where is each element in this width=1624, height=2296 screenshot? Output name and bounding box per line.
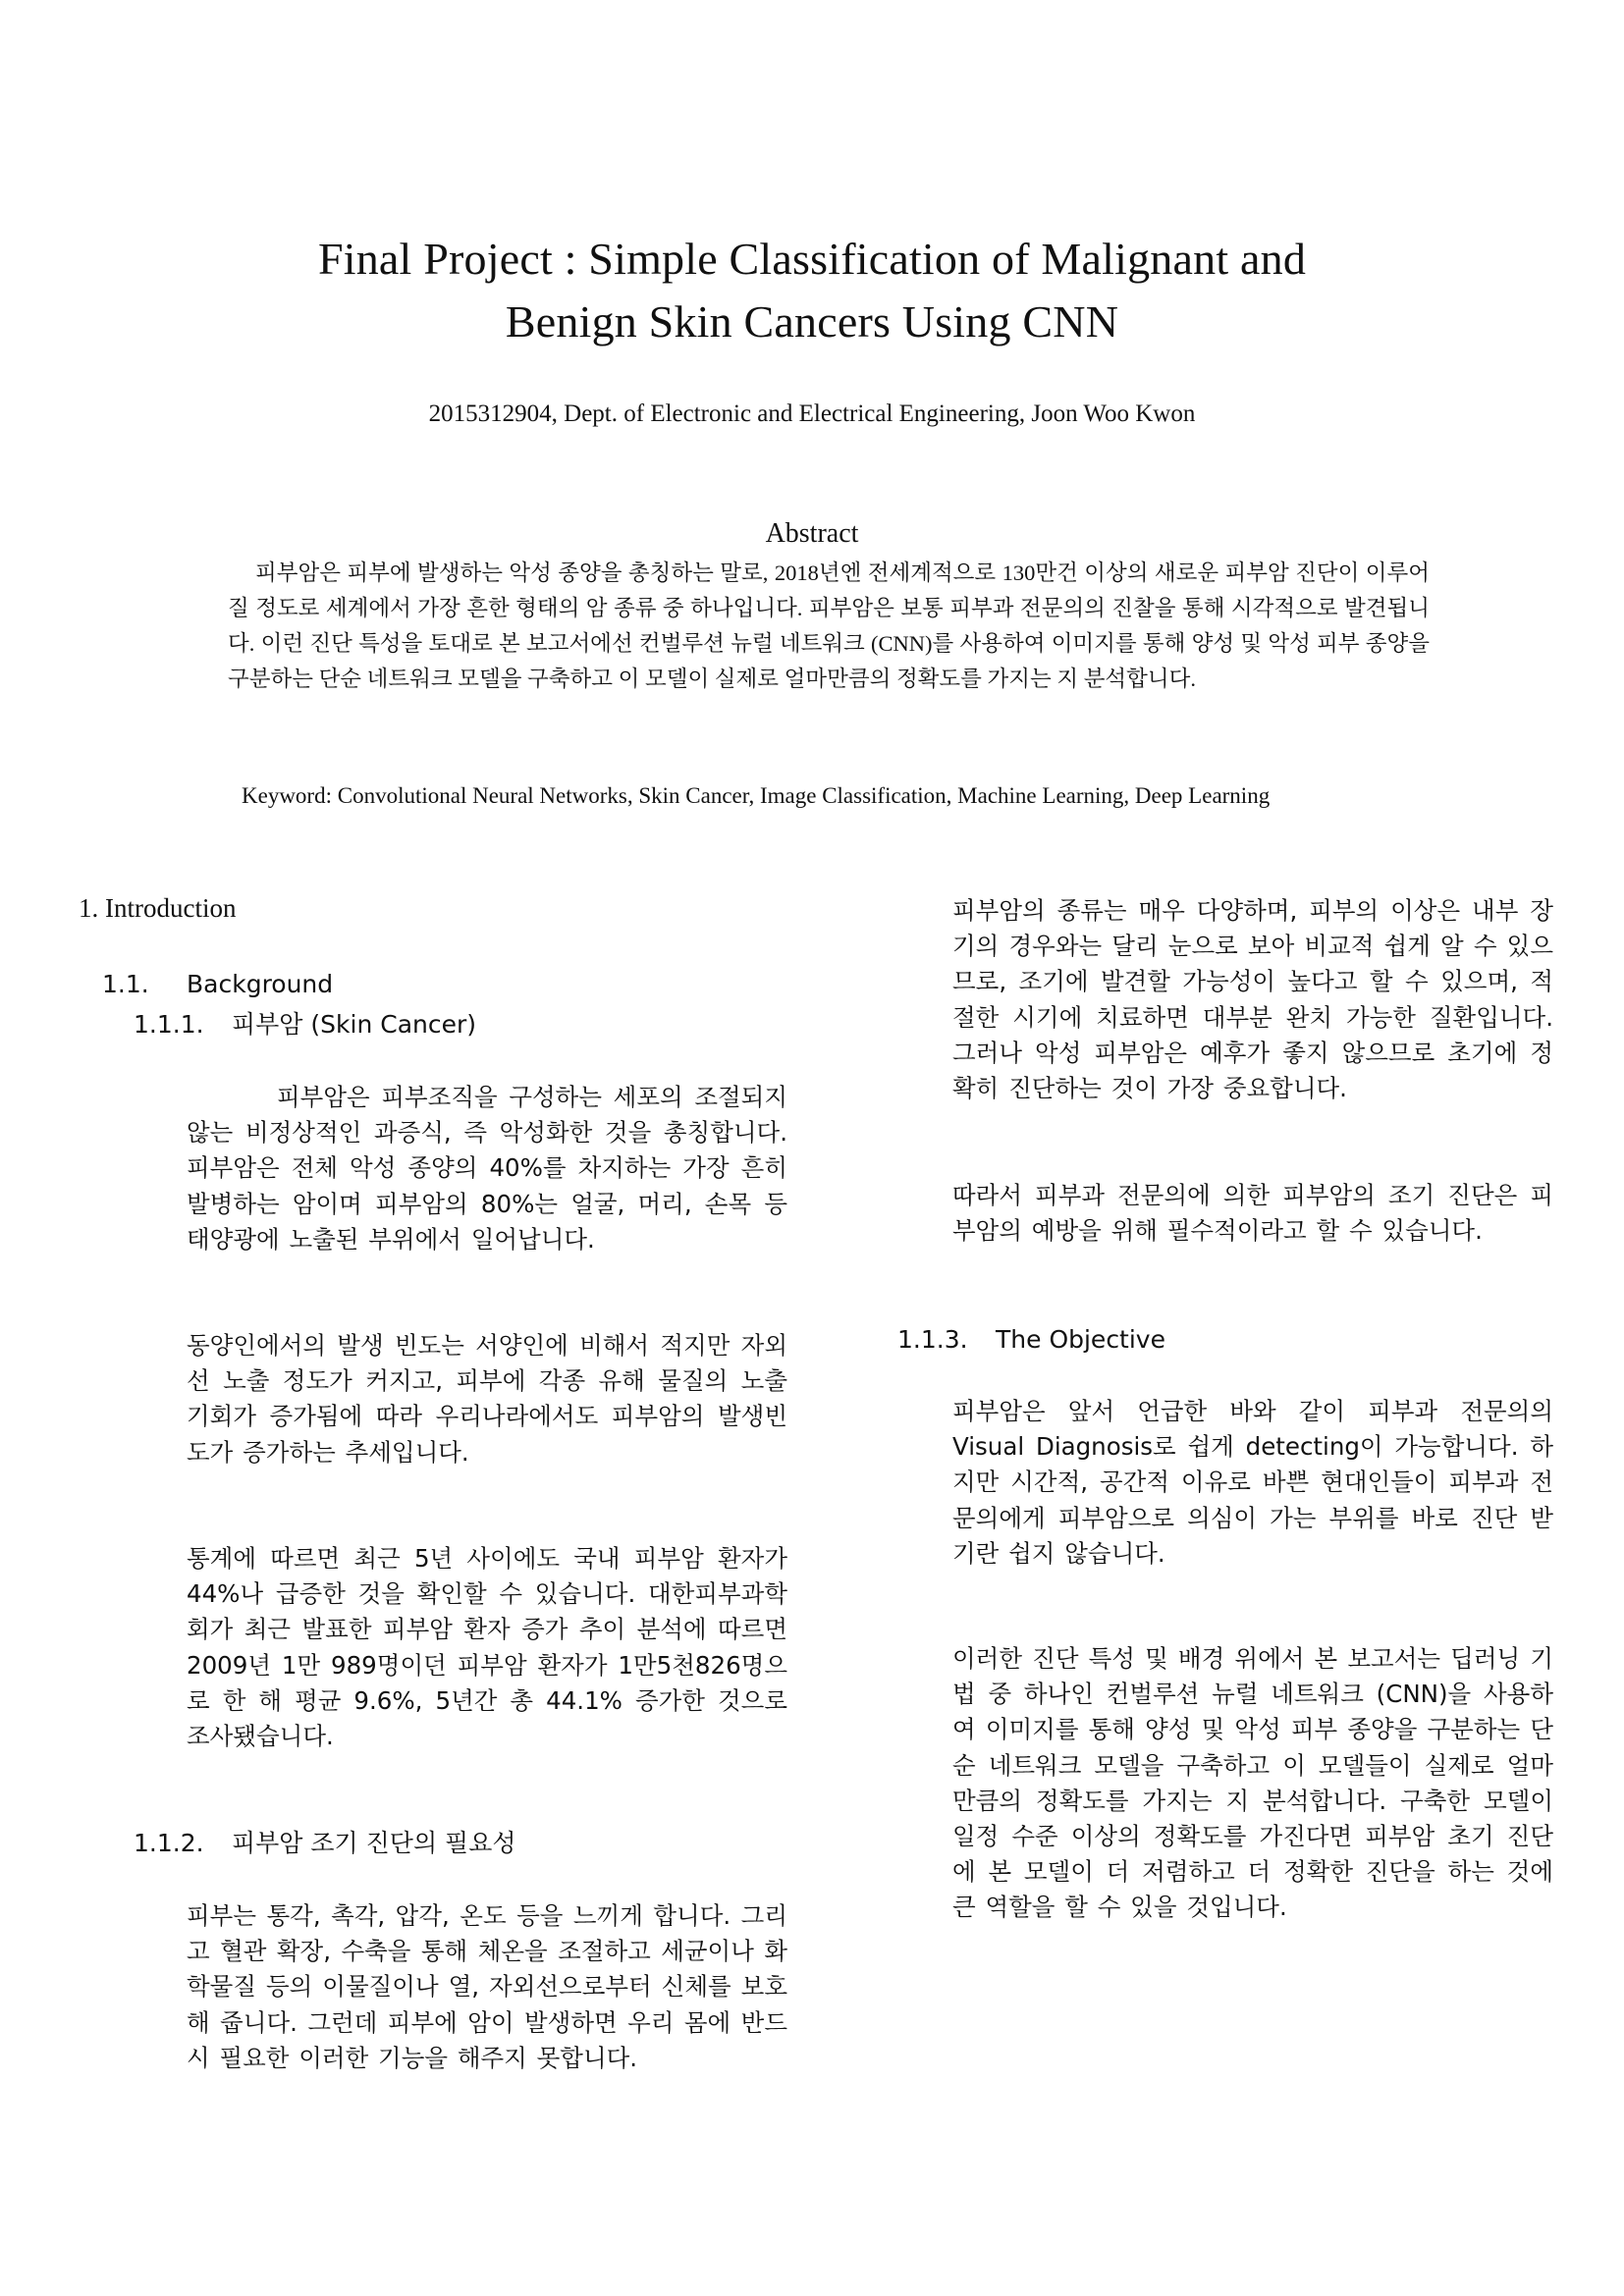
paragraph-visual-diagnosis: 피부암은 앞서 언급한 바와 같이 피부과 전문의의 Visual Diagnosis로 쉽게 detecting이 가능합니다. 하지만 시간적, 공간적 이유로 바쁜 현대인들이 피부과 전문의에게 피부암으로 의심이 가는 부위를 바로 진단 받기란 쉽지 않습니다. [952, 1397, 1553, 1568]
keywords: Keyword: Convolutional Neural Networks, Skin Cancer, Image Classification, Machine Learning, Deep Learning [242, 783, 1271, 808]
paragraph-skin-cancer-definition: 피부암은 피부조직을 구성하는 세포의 조절되지 않는 비정상적인 과증식, 즉 악성화한 것을 총칭합니다. 피부암은 전체 악성 종양의 40%를 차지하는 가장 흔히 발병하는 암이며 피부암의 80%는 얼굴, 머리, 손목 등 태양광에 노출된 부위에서 일어납니다. [187, 1083, 787, 1254]
section-number: 1. [79, 893, 99, 923]
subsubsection-title: 피부암 (Skin Cancer) [232, 1010, 477, 1039]
paragraph-incidence-asia: 동양인에서의 발생 빈도는 서양인에 비해서 적지만 자외선 노출 정도가 커지고, 피부에 각종 유해 물질의 노출 기회가 증가됨에 따라 우리나라에서도 피부암의 발생빈도가 증가하는 추세입니다. [187, 1331, 787, 1467]
paragraph-statistics: 통계에 따르면 최근 5년 사이에도 국내 피부암 환자가 44%나 급증한 것을 확인할 수 있습니다. 대한피부과학회가 최근 발표한 피부암 환자 증가 추이 분석에 따르면 2009년 1만 989명이던 피부암 환자가 1만5천826명으로 한 해 평균 9.6%, 5년간 총 44.1% 증가한 것으로 조사됐습니다. [187, 1544, 787, 1751]
paragraph-report-objective: 이러한 진단 특성 및 배경 위에서 본 보고서는 딥러닝 기법 중 하나인 컨벌루션 뉴럴 네트워크 (CNN)을 사용하여 이미지를 통해 양성 및 악성 피부 종양을 구분하는 단순 네트워크 모델을 구축하고 이 모델들이 실제로 얼마만큼의 정확도를 가지는 지 분석합니다. 구축한 모델이 일정 수준 이상의 정확도를 가진다면 피부암 초기 진단에 본 모델이 더 저렴하고 더 정확한 진단을 하는 것에 큰 역할을 할 수 있을 것입니다. [952, 1644, 1553, 1922]
paper-title [0, 228, 1624, 353]
section-heading-introduction [79, 893, 236, 924]
paragraph-early-diagnosis-importance: 따라서 피부과 전문의에 의한 피부암의 조기 진단은 피부암의 예방을 위해 필수적이라고 할 수 있습니다. [952, 1181, 1553, 1246]
subsubsection-title: The Objective [996, 1325, 1165, 1354]
author-line: 2015312904, Dept. of Electronic and Electrical Engineering, Joon Woo Kwon [428, 400, 1196, 427]
subsubsection-number: 1.1.2. [134, 1829, 204, 1857]
subsection-heading-background [102, 970, 333, 998]
abstract-heading: Abstract [765, 518, 859, 549]
abstract-body: 피부암은 피부에 발생하는 악성 종양을 총칭하는 말로, 2018년엔 전세계적으로 130만건 이상의 새로운 피부암 진단이 이루어질 정도로 세계에서 가장 흔한 형태의 암 종류 중 하나입니다. 피부암은 보통 피부과 전문의의 진찰을 통해 시각적으로 발견됩니다. 이런 진단 특성을 토대로 본 보고서에선 컨벌루션 뉴럴 네트워크 (CNN)를 사용하여 이미지를 통해 양성 및 악성 피부 종양을 구분하는 단순 네트워크 모델을 구축하고 이 모델이 실제로 얼마만큼의 정확도를 가지는 지 분석합니다. [228, 561, 1430, 691]
subsubsection-title: 피부암 조기 진단의 필요성 [232, 1829, 516, 1857]
title-line-1: Final Project : Simple Classification of Malignant and [317, 234, 1307, 284]
title-line-2: Benign Skin Cancers Using CNN [505, 296, 1119, 347]
subsubsection-number: 1.1.3. [897, 1325, 968, 1354]
paragraph-skin-cancer-types: 피부암의 종류는 매우 다양하며, 피부의 이상은 내부 장기의 경우와는 달리 눈으로 보아 비교적 쉽게 알 수 있으므로, 조기에 발견할 가능성이 높다고 할 수 있으며, 적절한 시기에 치료하면 대부분 완치 가능한 질환입니다. 그러나 악성 피부암은 예후가 좋지 않으므로 초기에 정확히 진단하는 것이 가장 중요합니다. [952, 896, 1553, 1103]
subsection-number: 1.1. [102, 970, 149, 998]
subsubsection-heading-objective [897, 1325, 1165, 1354]
subsubsection-heading-skin-cancer [134, 1005, 476, 1041]
section-title: Introduction [105, 893, 237, 923]
subsubsection-heading-early-diagnosis [134, 1824, 516, 1859]
subsubsection-number: 1.1.1. [134, 1010, 204, 1039]
subsection-title: Background [187, 970, 334, 998]
paragraph-skin-function: 피부는 통각, 촉각, 압각, 온도 등을 느끼게 합니다. 그리고 혈관 확장, 수축을 통해 체온을 조절하고 세균이나 화학물질 등의 이물질이나 열, 자외선으로부터 신체를 보호해 줍니다. 그런데 피부에 암이 발생하면 우리 몸에 반드시 필요한 이러한 기능을 해주지 못합니다. [187, 1901, 787, 2072]
